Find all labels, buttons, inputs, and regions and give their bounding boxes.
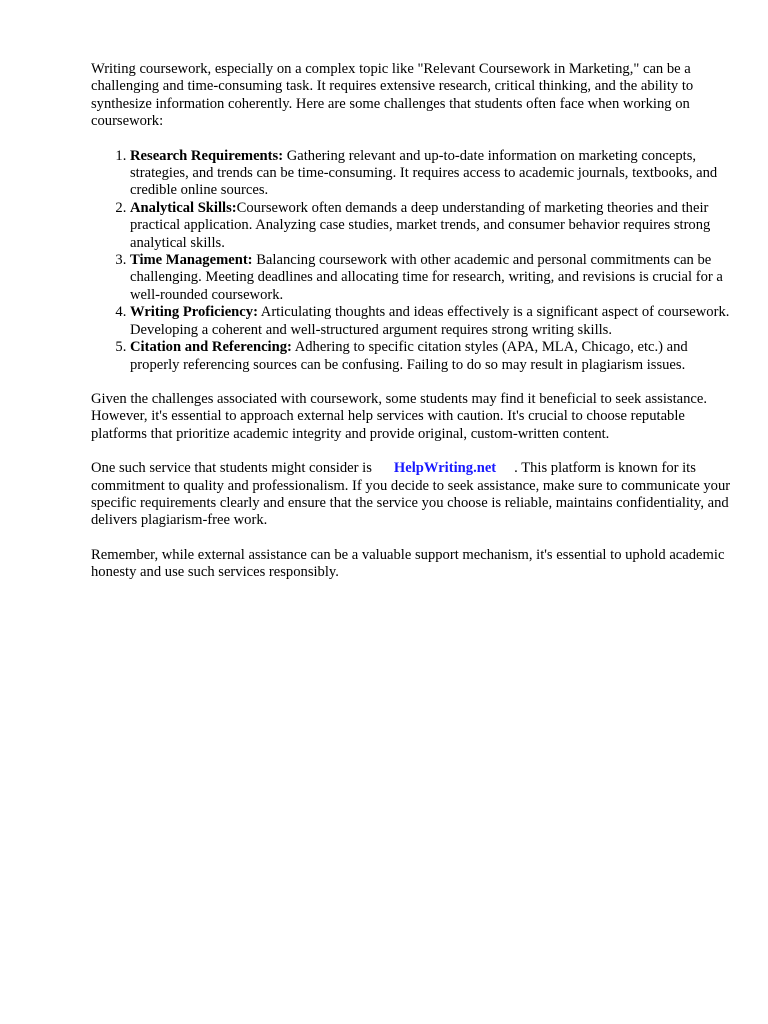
list-item [130, 200, 731, 252]
closing-paragraph: Remember, while external assistance can be a valuable support mechanism, it's essential to uphold academic honesty and use such services responsibly. [91, 546, 725, 581]
list-item [130, 304, 731, 339]
challenges-list [91, 148, 731, 374]
list-item-term: Writing Proficiency: [130, 304, 258, 321]
list-item-text: Balancing coursework with other academic and personal commitments can be challenging. Meeting deadlines and allocating time for research, writing, and revisions is crucial for a well-rounded coursework. [130, 252, 723, 303]
intro-paragraph: Writing coursework, especially on a complex topic like "Relevant Coursework in Marketing," can be a challenging and time-consuming task. It requires extensive research, critical thinking, and the ability to synthesize information coherently. Here are some challenges that students often face when working on coursework: [91, 61, 694, 130]
list-item-term: Citation and Referencing: [130, 339, 292, 356]
service-text-after: . This platform is known for its commitment to quality and professionalism. If you decide to seek assistance, make sure to communicate your specific requirements clearly and ensure that the service you choose is reliable, maintains confidentiality, and delivers plagiarism-free work. [91, 460, 731, 529]
list-item-text: Articulating thoughts and ideas effectively is a significant aspect of coursework. Developing a coherent and well-structured argument requires strong writing skills. [130, 304, 730, 338]
service-text-before: One such service that students might consider is [91, 460, 372, 477]
list-item [130, 252, 731, 304]
list-item-term: Research Requirements: [130, 147, 284, 164]
list-item [130, 148, 731, 200]
assistance-paragraph: Given the challenges associated with coursework, some students may find it beneficial to seek assistance. However, it's essential to approach external help services with caution. It's crucial to choose reputable platforms that prioritize academic integrity and provide original, custom-written content. [91, 390, 708, 442]
document-page [91, 61, 731, 599]
list-item-term: Analytical Skills: [130, 199, 237, 216]
list-item-text: Gathering relevant and up-to-date information on marketing concepts, strategies, and trends can be time-consuming. It requires access to academic journals, textbooks, and credible online sources. [130, 147, 718, 199]
list-item-text: Coursework often demands a deep understanding of marketing theories and their practical application. Analyzing case studies, market trends, and consumer behavior requires strong analytical skills. [130, 199, 711, 251]
list-item-term: Time Management: [130, 252, 253, 269]
service-paragraph [91, 460, 731, 530]
list-item-text: Adhering to specific citation styles (APA, MLA, Chicago, etc.) and properly referencing sources can be confusing. Failing to do so may result in plagiarism issues. [130, 339, 688, 373]
helpwriting-link[interactable]: HelpWriting.net [393, 460, 497, 477]
list-item [130, 339, 731, 374]
